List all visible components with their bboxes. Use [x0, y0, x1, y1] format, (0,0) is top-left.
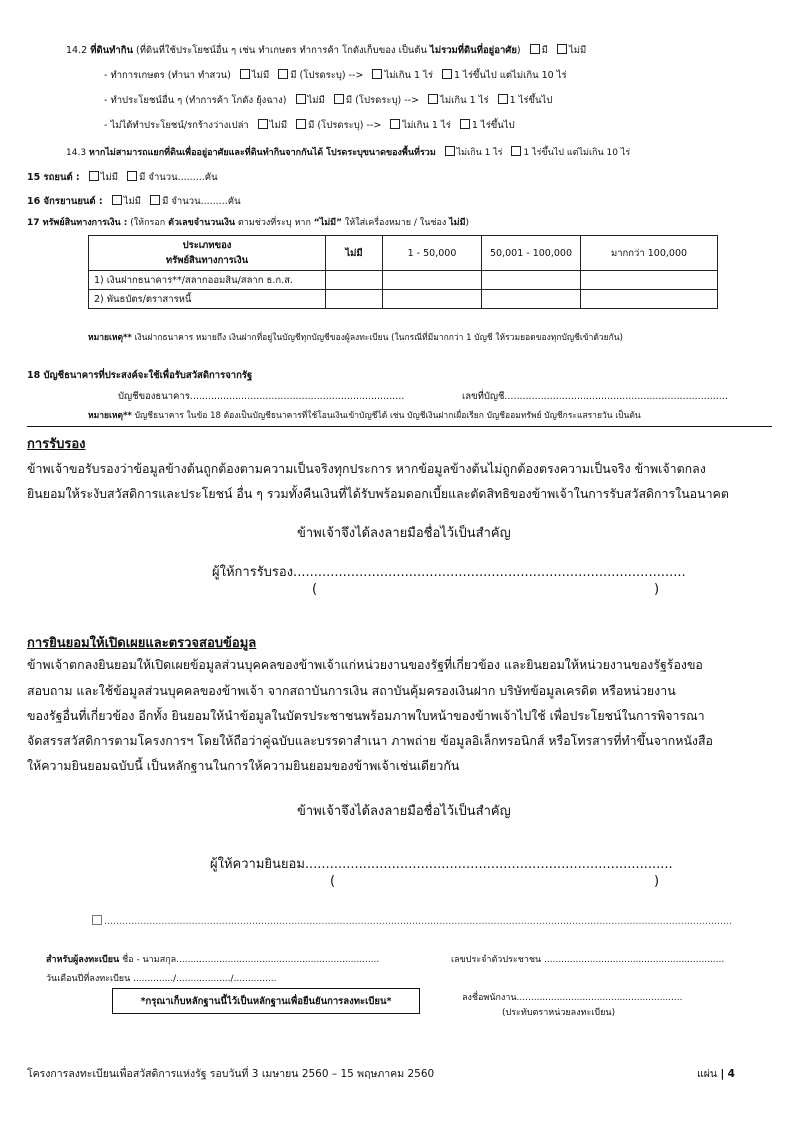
consent-paren-open: (: [330, 874, 336, 889]
motorcycle-none-checkbox[interactable]: [112, 195, 122, 205]
q18-heading: 18 บัญชีธนาคารที่ประสงค์จะใช้เพื่อรับสวัสดิการจากรัฐ: [27, 370, 253, 381]
farming-have-checkbox[interactable]: [278, 69, 288, 79]
certify-paren-open: (: [312, 582, 318, 597]
q17-heading: 17 ทรัพย์สินทางการเงิน : (ให้กรอก ตัวเลขจำนวนเงิน ตามช่วงที่ระบุ หาก “ไม่มี” ให้ใส่เครื่องหมาย / ในช่อง ไม่มี): [27, 218, 470, 228]
unused-size-a-checkbox[interactable]: [390, 119, 400, 129]
other-use-size-a-checkbox[interactable]: [428, 94, 438, 104]
table-cell[interactable]: [581, 271, 718, 290]
table-header-range-1: 1 - 50,000: [383, 236, 482, 271]
motorcycle-have-checkbox[interactable]: [150, 195, 160, 205]
staff-signature-field[interactable]: ลงชื่อพนักงาน..........................................................: [462, 993, 683, 1003]
table-row-label: 1) เงินฝากธนาคาร**/สลากออมสิน/สลาก ธ.ก.ส.: [89, 271, 326, 290]
consent-sign-intro: ข้าพเจ้าจึงได้ลงลายมือชื่อไว้เป็นสำคัญ: [297, 804, 511, 819]
q14-2-heading: 14.2 ที่ดินทำกิน (ที่ดินที่ใช้ประโยชน์อื่น ๆ เช่น ทำเกษตร ทำการค้า โกดังเก็บของ เป็นต้น ไม่รวมที่ดินที่อยู่อาศัย) มี ไม่มี: [66, 45, 587, 56]
table-row: [89, 271, 718, 290]
consent-title: การยินยอมให้เปิดเผยและตรวจสอบข้อมูล: [27, 636, 257, 651]
q14-3-size-b-checkbox[interactable]: [511, 146, 521, 156]
keep-evidence-note: *กรุณาเก็บหลักฐานนี้ไว้เป็นหลักฐานเพื่อยืนยันการลงทะเบียน*: [112, 988, 420, 1014]
table-row-label: 2) พันธบัตร/ตราสารหนี้: [89, 290, 326, 309]
table-cell[interactable]: [326, 290, 383, 309]
q15-car: 15 รถยนต์ : ไม่มี มี จำนวน.........คัน: [27, 172, 218, 183]
table-row: [89, 290, 718, 309]
q14-2-row-other-use: - ทำประโยชน์อื่น ๆ (ทำการค้า โกดัง ยุ้งฉาง) ไม่มี มี (โปรดระบุ) --> ไม่เกิน 1 ไร่ 1 ไร่ขึ้นไป: [104, 95, 553, 106]
financial-assets-table: [88, 235, 718, 309]
other-use-have-checkbox[interactable]: [334, 94, 344, 104]
table-cell[interactable]: [581, 290, 718, 309]
table-cell[interactable]: [326, 271, 383, 290]
table-cell[interactable]: [383, 271, 482, 290]
q14-3: 14.3 หากไม่สามารถแยกที่ดินเพื่ออยู่อาศัยและที่ดินทำกินจากกันได้ โปรดระบุขนาดของพื้นที่รวม ไม่เกิน 1 ไร่ 1 ไร่ขึ้นไป แต่ไม่เกิน 10 ไร่: [66, 148, 631, 158]
stamp-note: (ประทับตราหน่วยลงทะเบียน): [502, 1008, 616, 1018]
account-number-field[interactable]: เลขที่บัญชี..........................................................................: [462, 391, 728, 402]
table-header-none: ไม่มี: [326, 236, 383, 271]
q14-3-size-a-checkbox[interactable]: [445, 146, 455, 156]
certify-sign-intro: ข้าพเจ้าจึงได้ลงลายมือชื่อไว้เป็นสำคัญ: [297, 526, 511, 541]
other-use-size-b-checkbox[interactable]: [498, 94, 508, 104]
table-cell[interactable]: [383, 290, 482, 309]
footer-project: โครงการลงทะเบียนเพื่อสวัสดิการแห่งรัฐ รอบวันที่ 3 เมษายน 2560 – 15 พฤษภาคม 2560: [27, 1068, 435, 1080]
consent-paren-close: ): [654, 874, 660, 889]
other-use-none-checkbox[interactable]: [296, 94, 306, 104]
q14-2-row-farming: - ทำการเกษตร (ทำนา ทำสวน) ไม่มี มี (โปรดระบุ) --> ไม่เกิน 1 ไร่ 1 ไร่ขึ้นไป แต่ไม่เกิน 10 ไร่: [104, 70, 567, 81]
q14-2-row-unused: - ไม่ได้ทำประโยชน์/รกร้างว่างเปล่า ไม่มี มี (โปรดระบุ) --> ไม่เกิน 1 ไร่ 1 ไร่ขึ้นไป: [104, 120, 515, 131]
consent-line-2: สอบถาม และใช้ข้อมูลส่วนบุคคลของข้าพเจ้า จากสถาบันการเงิน สถาบันคุ้มครองเงินฝาก บริษัทข้อมูลเครดิต หรือหน่วยงาน: [27, 683, 676, 698]
table-cell[interactable]: [482, 271, 581, 290]
q17-note: หมายเหตุ** เงินฝากธนาคาร หมายถึง เงินฝากที่อยู่ในบัญชีทุกบัญชีของผู้ลงทะเบียน (ในกรณีที่มีมากกว่า 1 บัญชี ให้รวมยอดของทุกบัญชีเข้าด้วยกัน): [88, 333, 623, 343]
consent-line-5: ให้ความยินยอมฉบับนี้ เป็นหลักฐานในการให้ความยินยอมของข้าพเจ้าเช่นเดียวกัน: [27, 758, 460, 773]
scissors-checkbox[interactable]: [92, 915, 102, 925]
certify-line-1: ข้าพเจ้าขอรับรองว่าข้อมูลข้างต้นถูกต้องตามความเป็นจริงทุกประการ หากข้อมูลข้างต้นไม่ถูกต้องตรงความเป็นจริง ข้าพเจ้าตกลง: [27, 461, 706, 476]
bank-name-field[interactable]: บัญชีของธนาคาร.......................................................................: [118, 391, 405, 402]
certify-line-2: ยินยอมให้ระงับสวัสดิการและประโยชน์ อื่น ๆ รวมทั้งคืนเงินที่ได้รับพร้อมดอกเบี้ยและตัดสิทธิของข้าพเจ้าในการรับสวัสดิการในอนาคต: [27, 486, 729, 501]
registrant-row: สำหรับผู้ลงทะเบียน ชื่อ - นามสกุล.......................................................................: [46, 955, 380, 965]
farming-none-checkbox[interactable]: [240, 69, 250, 79]
table-header-type: ประเภทของ ทรัพย์สินทางการเงิน: [89, 236, 326, 271]
unused-none-checkbox[interactable]: [258, 119, 268, 129]
table-header-row: [89, 236, 718, 271]
car-have-checkbox[interactable]: [127, 171, 137, 181]
certify-signature-field[interactable]: ผู้ให้การรับรอง...............................................................................................: [212, 565, 686, 580]
registrant-name-field[interactable]: ชื่อ - นามสกุล.......................................................................: [122, 955, 380, 965]
certify-paren-close: ): [654, 582, 660, 597]
footer-page: แผ่น | 4: [697, 1068, 735, 1080]
consent-signature-field[interactable]: ผู้ให้ความยินยอม.........................................................................................: [210, 857, 673, 872]
table-cell[interactable]: [482, 290, 581, 309]
table-header-range-2: 50,001 - 100,000: [482, 236, 581, 271]
q14-2-have-checkbox[interactable]: [530, 44, 540, 54]
consent-line-1: ข้าพเจ้าตกลงยินยอมให้เปิดเผยข้อมูลส่วนบุคคลของข้าพเจ้าแก่หน่วยงานของรัฐที่เกี่ยวข้อง และยินยอมให้หน่วยงานของรัฐร้องขอ: [27, 657, 703, 672]
unused-size-b-checkbox[interactable]: [460, 119, 470, 129]
certify-title: การรับรอง: [27, 437, 86, 452]
consent-line-4: จัดสรรสวัสดิการตามโครงการฯ โดยให้ถือว่าคู่ฉบับและบรรดาสำเนา ภาพถ่าย ข้อมูลอิเล็กทรอนิกส์ หรือโทรสารที่ทำขึ้นจากหนังสือ: [27, 733, 713, 748]
q14-2-none-checkbox[interactable]: [557, 44, 567, 54]
farming-size-a-checkbox[interactable]: [372, 69, 382, 79]
section-divider: [27, 426, 772, 427]
farming-size-b-checkbox[interactable]: [442, 69, 452, 79]
table-header-range-3: มากกว่า 100,000: [581, 236, 718, 271]
cut-line: ................................................................................................................................................................................................................: [92, 915, 762, 927]
car-none-checkbox[interactable]: [89, 171, 99, 181]
unused-have-checkbox[interactable]: [296, 119, 306, 129]
consent-line-3: ของรัฐอื่นที่เกี่ยวข้อง อีกทั้ง ยินยอมให้นำข้อมูลในบัตรประชาชนพร้อมภาพใบหน้าของข้าพเจ้าไปใช้ เพื่อประโยชน์ในการพิจารณา: [27, 708, 705, 723]
q16-motorcycle: 16 จักรยานยนต์ : ไม่มี มี จำนวน.........คัน: [27, 196, 241, 207]
q18-note: หมายเหตุ** บัญชีธนาคาร ในข้อ 18 ต้องเป็นบัญชีธนาคารที่ใช้โอนเงินเข้าบัญชีได้ เช่น บัญชีเงินฝากเผื่อเรียก บัญชีออมทรัพย์ บัญชีกระแสรายวัน เป็นต้น: [88, 411, 641, 421]
registration-date-field[interactable]: วันเดือนปีที่ลงทะเบียน ............../.................../...............: [46, 974, 277, 984]
citizen-id-field[interactable]: เลขประจำตัวประชาชน ...............................................................: [451, 955, 725, 965]
